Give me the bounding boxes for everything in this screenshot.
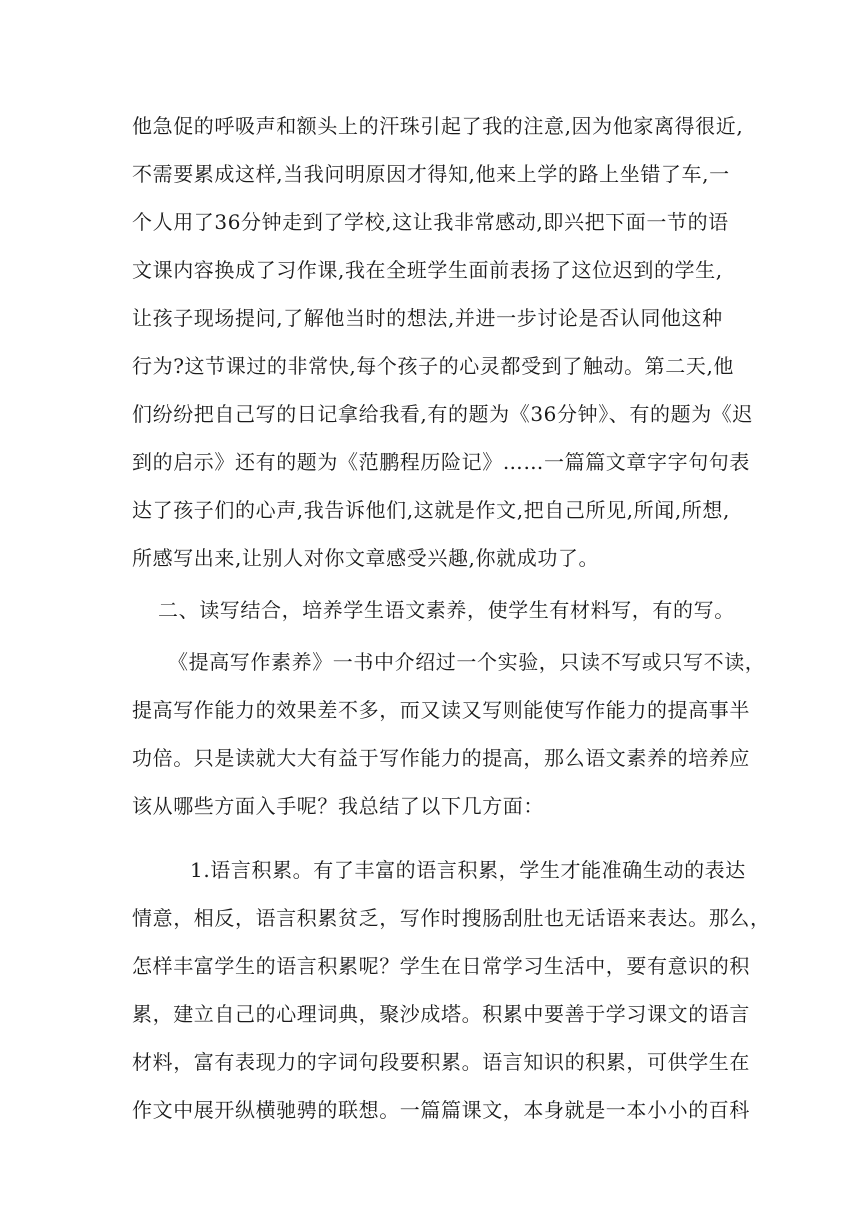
- text-line: 累，建立自己的心理词典，聚沙成塔。积累中要善于学习课文的语言: [132, 1002, 750, 1026]
- text-line: 行为?这节课过的非常快,每个孩子的心灵都受到了触动。第二天,他: [132, 354, 735, 378]
- text-line: 们纷纷把自己写的日记拿给我看,有的题为《36分钟》、有的题为《迟: [132, 402, 754, 426]
- text-line: 功倍。只是读就大大有益于写作能力的提高，那么语文素养的培养应: [132, 746, 750, 770]
- text-line: 材料，富有表现力的字词句段要积累。语言知识的积累，可供学生在: [132, 1050, 750, 1074]
- text-line: 作文中展开纵横驰骋的联想。一篇篇课文，本身就是一本小小的百科: [132, 1098, 750, 1122]
- text-line: 怎样丰富学生的语言积累呢？学生在日常学习生活中，要有意识的积: [132, 954, 750, 978]
- text-line: 让孩子现场提问,了解他当时的想法,并进一步讨论是否认同他这种: [132, 306, 723, 330]
- section-heading: 二、读写结合，培养学生语文素养，使学生有材料写，有的写。: [158, 598, 735, 622]
- text-line: 达了孩子们的心声,我告诉他们,这就是作文,把自己所见,所闻,所想,: [132, 498, 730, 522]
- text-line: 《提高写作素养》一书中介绍过一个实验，只读不写或只写不读，: [168, 650, 766, 674]
- text-line: 1.语言积累。有了丰富的语言积累，学生才能准确生动的表达: [190, 858, 746, 882]
- text-line: 他急促的呼吸声和额头上的汗珠引起了我的注意,因为他家离得很近,: [132, 114, 744, 138]
- text-line: 文课内容换成了习作课,我在全班学生面前表扬了这位迟到的学生,: [132, 258, 723, 282]
- text-line: 该从哪些方面入手呢？我总结了以下几方面：: [132, 794, 544, 818]
- text-line: 到的启示》还有的题为《范鹏程历险记》……一篇篇文章字字句句表: [132, 450, 750, 474]
- text-line: 情意，相反，语言积累贫乏，写作时搜肠刮肚也无话语来表达。那么，: [132, 906, 771, 930]
- text-line: 提高写作能力的效果差不多，而又读又写则能使写作能力的提高事半: [132, 698, 750, 722]
- text-line: 不需要累成这样,当我问明原因才得知,他来上学的路上坐错了车,一: [132, 162, 730, 186]
- text-line: 个人用了36分钟走到了学校,这让我非常感动,即兴把下面一节的语: [132, 210, 729, 234]
- text-line: 所感写出来,让别人对你文章感受兴趣,你就成功了。: [132, 546, 600, 570]
